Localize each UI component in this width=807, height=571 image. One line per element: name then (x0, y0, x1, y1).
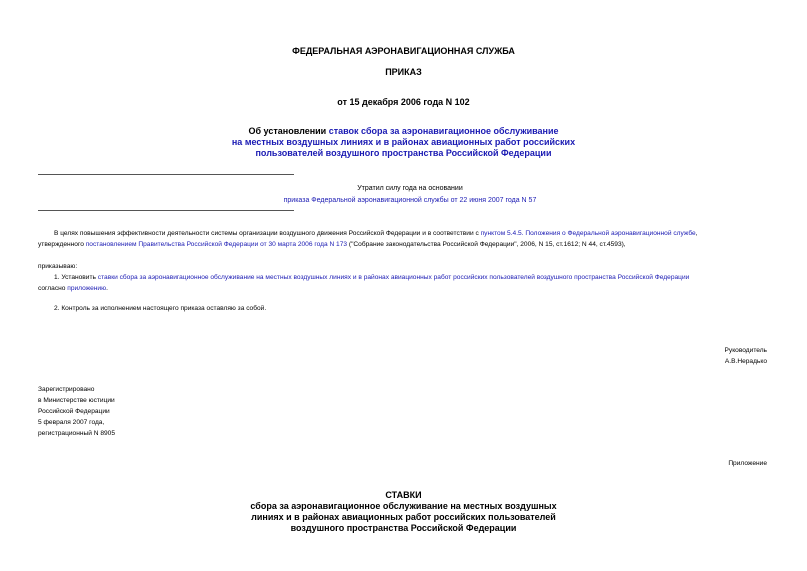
preamble-text-4: ("Собрание законодательства Российской Федерации", 2006, N 15, ст.1612; N 44, ст.4593), (347, 241, 626, 248)
title-line-3[interactable]: пользователей воздушного пространства Российской Федерации (255, 148, 552, 158)
preamble-text-1: В целях повышения эффективности деятельности системы организации воздушного движения Российской Федерации и в соответствии с (54, 230, 481, 237)
item1-text-3: . (106, 285, 108, 292)
order-item-2: 2. Контроль за исполнением настоящего приказа оставляю за собой. (54, 305, 267, 312)
appendix-subtitle-3: воздушного пространства Российской Федерации (290, 523, 517, 533)
divider-bottom (38, 210, 294, 211)
appendix-heading (0, 490, 807, 534)
preamble-line-2 (38, 239, 770, 250)
status-note-link[interactable]: приказа Федеральной аэронавигационной службы от 22 июня 2007 года N 57 (283, 197, 537, 204)
preamble-line-1 (38, 228, 770, 239)
item1-text-1: 1. Установить (54, 274, 98, 281)
item1-line-1 (38, 272, 770, 283)
registration-line-5: регистрационный N 8905 (38, 430, 116, 437)
item1-line-2 (38, 283, 770, 294)
signature-block (725, 345, 767, 367)
document-title (0, 126, 807, 159)
registration-block (38, 384, 115, 439)
preamble-text-2: , (695, 230, 698, 237)
regulation-link[interactable]: пунктом 5.4.5. Положения о Федеральной аэронавигационной службе (480, 230, 696, 237)
registration-line-1: Зарегистрировано (38, 386, 95, 393)
appendix-link[interactable]: приложению (67, 285, 107, 292)
orders-label: приказываю: (38, 263, 78, 270)
title-prefix: Об установлении (248, 126, 329, 136)
rates-link[interactable]: ставки сбора за аэронавигационное обслуживание на местных воздушных линиях и в районах авиационных работ российских пользователей воздушного пространства Российской Федерации (97, 274, 690, 281)
appendix-label: Приложение (728, 460, 767, 467)
preamble-paragraph (38, 228, 770, 250)
title-line-1 (0, 126, 807, 137)
appendix-subtitle-2: линиях и в районах авиационных работ российских пользователей (251, 512, 556, 522)
item1-text-2: согласно (38, 285, 68, 292)
signatory-name: А.В.Нерадько (724, 358, 767, 365)
document-type: ПРИКАЗ (385, 67, 422, 77)
resolution-link[interactable]: постановлением Правительства Российской Федерации от 30 марта 2006 года N 173 (85, 241, 348, 248)
registration-line-4: 5 февраля 2007 года, (38, 419, 105, 426)
title-link[interactable]: ставок сбора за аэронавигационное обслуживание (328, 126, 559, 136)
signatory-position: Руководитель (724, 347, 767, 354)
status-note-text: Утратил силу года на основании (357, 185, 463, 192)
registration-line-3: Российской Федерации (38, 408, 110, 415)
preamble-text-3: утвержденного (38, 241, 86, 248)
divider-top (38, 174, 294, 175)
appendix-subtitle-1: сбора за аэронавигационное обслуживание на местных воздушных (250, 501, 557, 511)
agency-name: ФЕДЕРАЛЬНАЯ АЭРОНАВИГАЦИОННАЯ СЛУЖБА (292, 46, 515, 56)
order-item-1 (38, 272, 770, 294)
title-line-2[interactable]: на местных воздушных линиях и в районах авиационных работ российских (231, 137, 576, 147)
registration-line-2: в Министерстве юстиции (38, 397, 115, 404)
document-date-number: от 15 декабря 2006 года N 102 (337, 97, 470, 107)
appendix-title: СТАВКИ (385, 490, 422, 500)
